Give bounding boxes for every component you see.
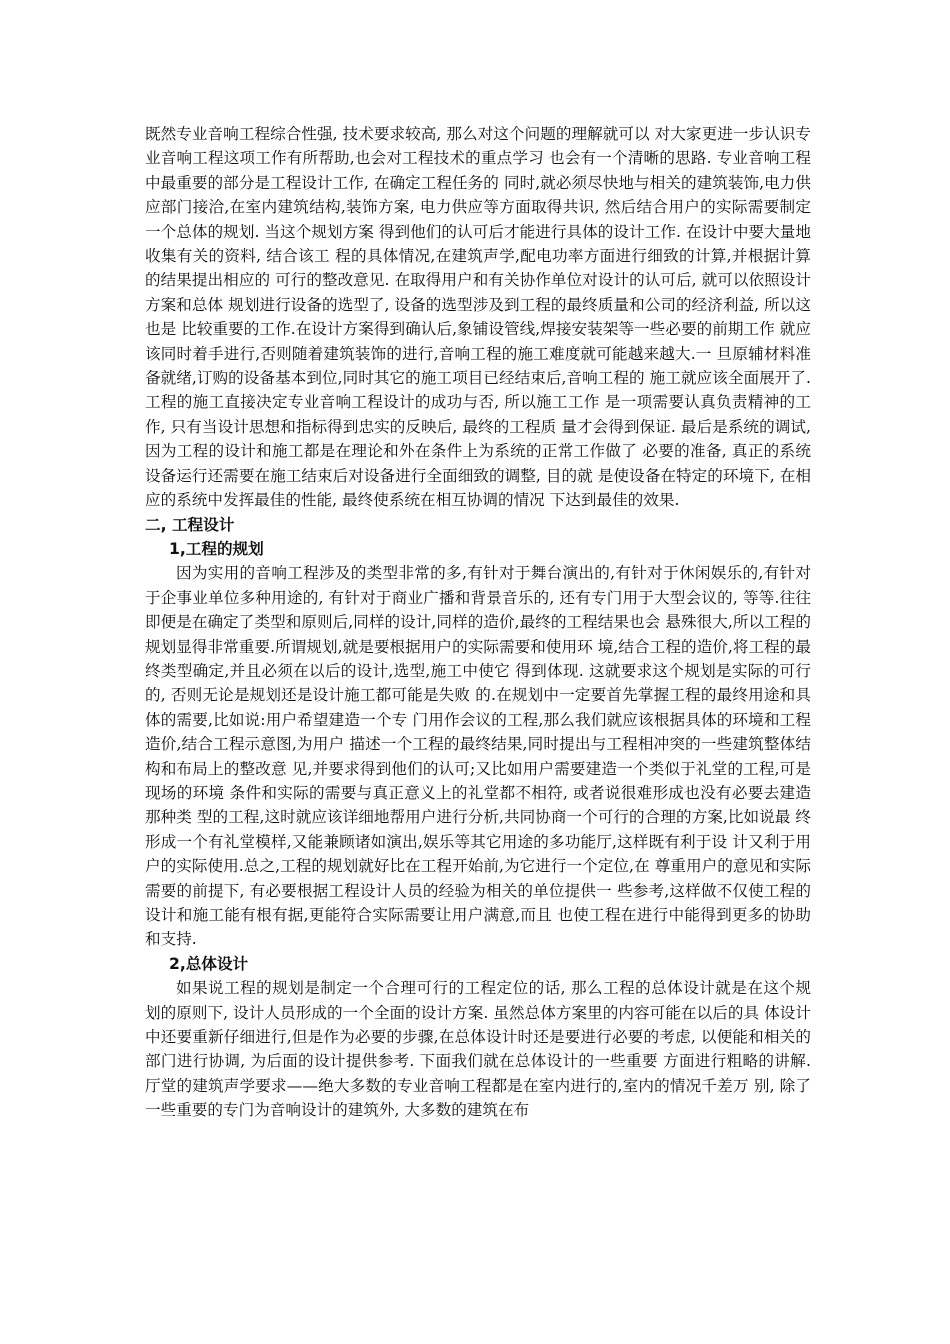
document-page xyxy=(145,122,811,1123)
section-heading: 二, 工程设计 xyxy=(145,515,235,534)
subsection-1-paragraph: 因为实用的音响工程涉及的类型非常的多,有针对于舞台演出的,有针对于休闲娱乐的,有针对于企事业单位多种用途的, 有针对于商业广播和背景音乐的, 还有专门用于大型会议的, 等等.往往即便是在确定了类型和原则后,同样的设计,同样的造价,最终的工程结果也会 悬殊很大,所以工程的规划显得非常重要.所谓规划,就是要根据用户的实际需要和使用环 境,结合工程的造价,将工程的最终类型确定,并且必须在以后的设计,选型,施工中使它 得到体现. 这就要求这个规划是实际的可行的, 否则无论是规划还是设计施工都可能是失败 的.在规划中一定要首先掌握工程的最终用途和具体的需要,比如说:用户希望建造一个专 门用作会议的工程,那么我们就应该根据具体的环境和工程造价,结合工程示意图,为用户 描述一个工程的最终结果,同时提出与工程相冲突的一些建筑整体结构和布局上的整改意 见,并要求得到他们的认可;又比如用户需要建造一个类似于礼堂的工程,可是现场的环境 条件和实际的需要与真正意义上的礼堂都不相符, 或者说很难形成也没有必要去建造那种类 型的工程,这时就应该详细地帮用户进行分析,共同协商一个可行的合理的方案,比如说最 终形成一个有礼堂模样,又能兼顾诸如演出,娱乐等其它用途的多功能厅,这样既有利于设 计又利于用户的实际使用.总之,工程的规划就好比在工程开始前,为它进行一个定位,在 尊重用户的意见和实际需要的前提下, 有必要根据工程设计人员的经验为相关的单位提供一 些参考,这样做不仅使工程的设计和施工能有根有据,更能符合实际需要让用户满意,而且 也使工程在进行中能得到更多的协助和支持. xyxy=(145,564,811,949)
intro-paragraph: 既然专业音响工程综合性强, 技术要求较高, 那么对这个问题的理解就可以 对大家更进一步认识专业音响工程这项工作有所帮助,也会对工程技术的重点学习 也会有一个清晰的思路. 专业音响工程中最重要的部分是工程设计工作, 在确定工程任务的 同时,就必须尽快地与相关的建筑装饰,电力供应部门接洽,在室内建筑结构,装饰方案, 电力供应等方面取得共识, 然后结合用户的实际需要制定一个总体的规划. 当这个规划方案 得到他们的认可后才能进行具体的设计工作. 在设计中要大量地收集有关的资料, 结合该工 程的具体情况,在建筑声学,配电功率方面进行细致的计算,并根据计算的结果提出相应的 可行的整改意见. 在取得用户和有关协作单位对设计的认可后, 就可以依照设计方案和总体 规划进行设备的选型了, 设备的选型涉及到工程的最终质量和公司的经济利益, 所以这也是 比较重要的工作.在设计方案得到确认后,象铺设管线,焊接安装架等一些必要的前期工作 就应该同时着手进行,否则随着建筑装饰的进行,音响工程的施工难度就可能越来越大.一 旦原辅材料准备就绪,订购的设备基本到位,同时其它的施工项目已经结束后,音响工程的 施工就应该全面展开了. 工程的施工直接决定专业音响工程设计的成功与否, 所以施工工作 是一项需要认真负责精神的工作, 只有当设计思想和指标得到忠实的反映后, 最终的工程质 量才会得到保证. 最后是系统的调试, 因为工程的设计和施工都是在理论和外在条件上为系统的正常工作做了 必要的准备, 真正的系统设备运行还需要在施工结束后对设备进行全面细致的调整, 目的就 是使设备在特定的环境下, 在相应的系统中发挥最佳的性能, 最终使系统在相互协调的情况 下达到最佳的效果. xyxy=(145,125,811,510)
subsection-2-heading: 2,总体设计 xyxy=(169,954,249,973)
subsection-2-paragraph: 如果说工程的规划是制定一个合理可行的工程定位的话, 那么工程的总体设计就是在这个规 划的原则下, 设计人员形成的一个全面的设计方案. 虽然总体方案里的内容可能在以后的具 体设计中还要重新仔细进行,但是作为必要的步骤,在总体设计时还是要进行必要的考虑, 以便能和相关的部门进行协调, 为后面的设计提供参考. 下面我们就在总体设计的一些重要 方面进行粗略的讲解. 厅堂的建筑声学要求——绝大多数的专业音响工程都是在室内进行的,室内的情况千差万 别, 除了一些重要的专门为音响设计的建筑外, 大多数的建筑在布 xyxy=(145,979,811,1120)
subsection-1-heading: 1,工程的规划 xyxy=(169,539,264,558)
